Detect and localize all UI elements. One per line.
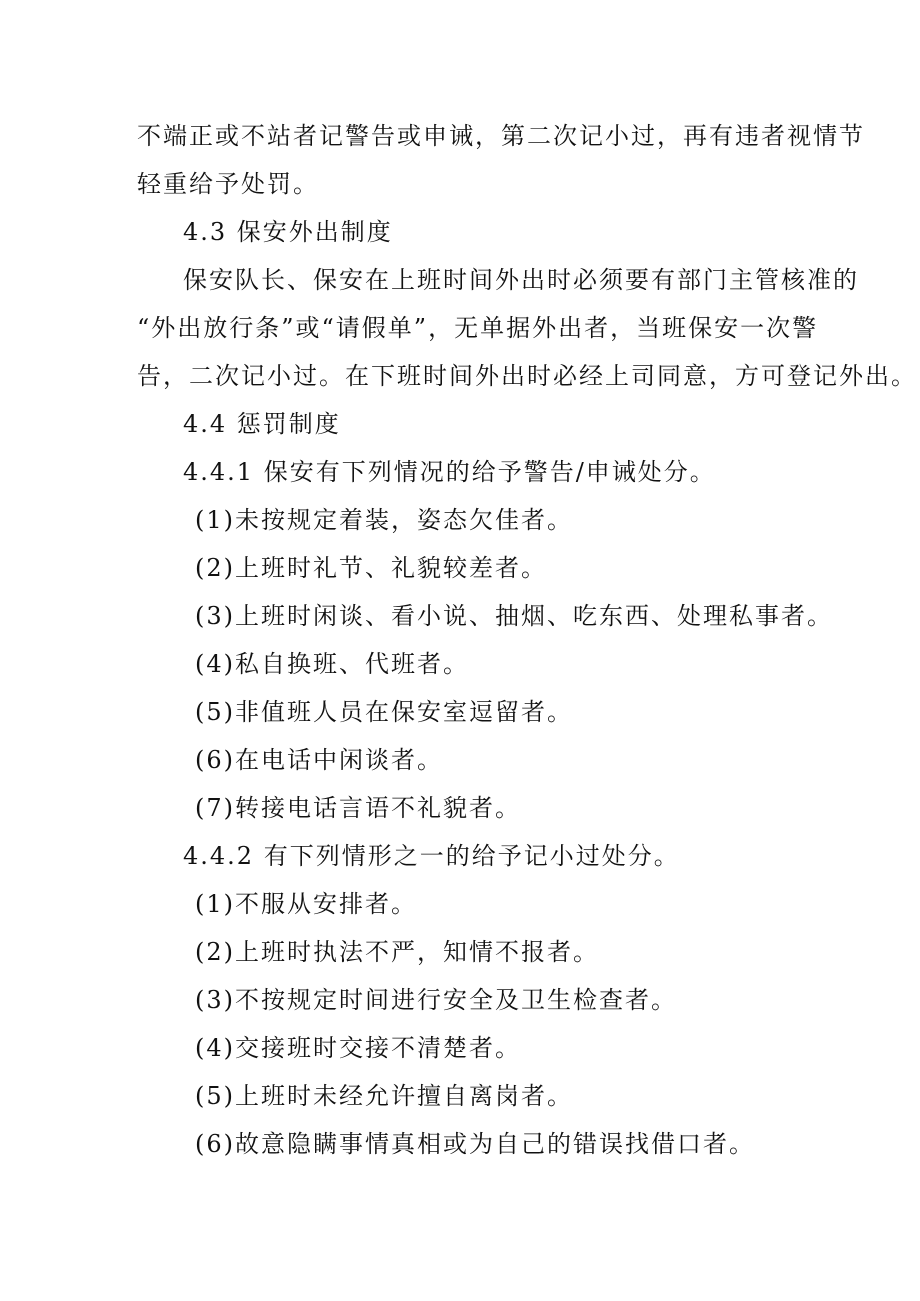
body-line: 不端正或不站者记警告或申诫，第二次记小过，再有违者视情节 xyxy=(137,122,865,150)
list-item: (4)交接班时交接不清楚者。 xyxy=(195,1034,521,1062)
paragraph-first-line: 保安队长、保安在上班时间外出时必须要有部门主管核准的 xyxy=(183,266,859,294)
subsection-heading-4-4-1: 4.4.1 保安有下列情况的给予警告/申诫处分。 xyxy=(183,458,716,486)
list-item: (3)不按规定时间进行安全及卫生检查者。 xyxy=(195,986,677,1014)
list-item: (1)未按规定着装，姿态欠佳者。 xyxy=(195,506,573,534)
body-line: “外出放行条”或“请假单”，无单据外出者，当班保安一次警 xyxy=(137,314,819,342)
body-line: 告，二次记小过。在下班时间外出时必经上司同意，方可登记外出。 xyxy=(137,362,917,390)
subsection-heading-4-4-2: 4.4.2 有下列情形之一的给予记小过处分。 xyxy=(183,842,680,870)
list-item: (2)上班时礼节、礼貌较差者。 xyxy=(195,554,547,582)
section-heading-4-3: 4.3 保安外出制度 xyxy=(183,218,393,246)
list-item: (1)不服从安排者。 xyxy=(195,890,417,918)
list-item: (5)非值班人员在保安室逗留者。 xyxy=(195,698,573,726)
body-line: 轻重给予处罚。 xyxy=(137,170,319,198)
section-heading-4-4: 4.4 惩罚制度 xyxy=(183,410,341,438)
list-item: (5)上班时未经允许擅自离岗者。 xyxy=(195,1082,573,1110)
list-item: (3)上班时闲谈、看小说、抽烟、吃东西、处理私事者。 xyxy=(195,602,833,630)
list-item: (4)私自换班、代班者。 xyxy=(195,650,469,678)
list-item: (6)故意隐瞒事情真相或为自己的错误找借口者。 xyxy=(195,1130,755,1158)
list-item: (6)在电话中闲谈者。 xyxy=(195,746,443,774)
list-item: (2)上班时执法不严，知情不报者。 xyxy=(195,938,599,966)
list-item: (7)转接电话言语不礼貌者。 xyxy=(195,794,521,822)
